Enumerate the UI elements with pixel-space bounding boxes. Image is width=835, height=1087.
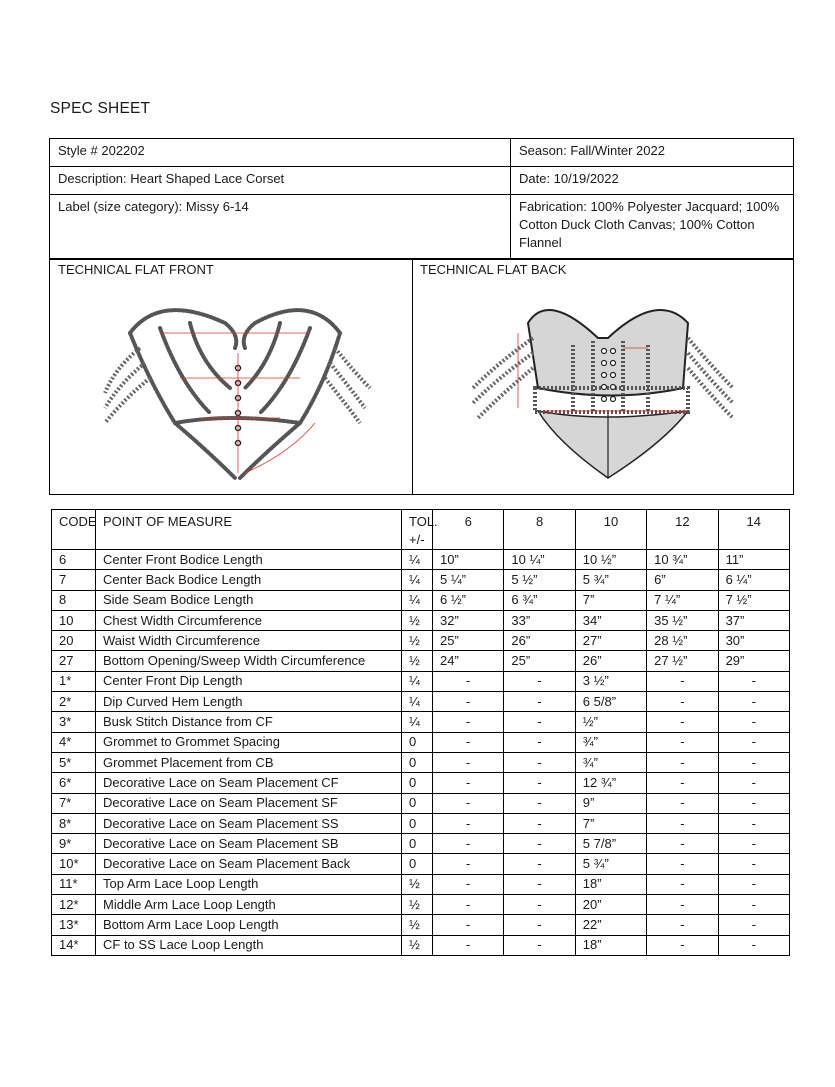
cell-size-6: - [433, 732, 504, 752]
cell-size-12: - [647, 935, 718, 955]
cell-tolerance: ¼ [402, 570, 433, 590]
table-row [52, 692, 790, 712]
cell-size-10: 12 ¾” [575, 773, 646, 793]
cell-size-8: - [504, 915, 575, 935]
cell-point-of-measure: Center Front Bodice Length [96, 550, 402, 570]
cell-size-10: 6 5/8” [575, 692, 646, 712]
cell-size-12: - [647, 773, 718, 793]
cell-size-6: 10” [433, 550, 504, 570]
cell-size-8: - [504, 895, 575, 915]
cell-size-14: - [718, 854, 789, 874]
cell-size-14: - [718, 692, 789, 712]
cell-point-of-measure: Center Front Dip Length [96, 671, 402, 691]
cell-tolerance: ½ [402, 874, 433, 894]
cell-size-12: - [647, 854, 718, 874]
cell-size-12: 10 ¾” [647, 550, 718, 570]
cell-point-of-measure: Decorative Lace on Seam Placement SF [96, 793, 402, 813]
cell-tolerance: ½ [402, 631, 433, 651]
cell-code: 8 [52, 590, 96, 610]
cell-size-8: - [504, 692, 575, 712]
cell-size-6: - [433, 671, 504, 691]
col-header-code: CODE [52, 510, 96, 550]
cell-size-14: 7 ½” [718, 590, 789, 610]
technical-flat-back-drawing [463, 293, 743, 485]
cell-tolerance: 0 [402, 834, 433, 854]
cell-size-8: - [504, 773, 575, 793]
cell-tolerance: ½ [402, 935, 433, 955]
table-row [52, 773, 790, 793]
cell-point-of-measure: Waist Width Circumference [96, 631, 402, 651]
flat-front-label: TECHNICAL FLAT FRONT [58, 262, 214, 277]
table-row [52, 752, 790, 772]
cell-code: 14* [52, 935, 96, 955]
cell-size-6: - [433, 752, 504, 772]
cell-size-8: - [504, 935, 575, 955]
cell-size-6: - [433, 834, 504, 854]
cell-size-8: - [504, 793, 575, 813]
cell-size-6: - [433, 895, 504, 915]
cell-size-14: 29” [718, 651, 789, 671]
cell-size-8: - [504, 712, 575, 732]
size-label: Label (size category): Missy 6-14 [50, 195, 511, 260]
cell-size-12: - [647, 915, 718, 935]
cell-size-14: - [718, 793, 789, 813]
table-row [52, 935, 790, 955]
col-header-size-14: 14 [718, 510, 789, 550]
cell-size-14: - [718, 752, 789, 772]
cell-tolerance: ½ [402, 651, 433, 671]
cell-size-6: 25” [433, 631, 504, 651]
table-row [52, 854, 790, 874]
cell-size-12: 7 ¼” [647, 590, 718, 610]
cell-tolerance: ½ [402, 610, 433, 630]
cell-size-6: - [433, 712, 504, 732]
cell-size-14: - [718, 773, 789, 793]
table-row [52, 834, 790, 854]
cell-size-10: 26” [575, 651, 646, 671]
table-row [52, 915, 790, 935]
technical-flats-section [49, 258, 794, 495]
cell-point-of-measure: Chest Width Circumference [96, 610, 402, 630]
cell-size-10: ½” [575, 712, 646, 732]
cell-size-10: 7” [575, 590, 646, 610]
table-row [52, 610, 790, 630]
table-row [52, 671, 790, 691]
table-row [52, 651, 790, 671]
cell-size-8: 10 ¼” [504, 550, 575, 570]
season: Season: Fall/Winter 2022 [511, 139, 794, 167]
cell-tolerance: 0 [402, 752, 433, 772]
cell-tolerance: 0 [402, 793, 433, 813]
table-row [52, 550, 790, 570]
cell-size-10: 18” [575, 874, 646, 894]
cell-size-8: 26” [504, 631, 575, 651]
cell-point-of-measure: Middle Arm Lace Loop Length [96, 895, 402, 915]
cell-size-8: - [504, 732, 575, 752]
cell-size-10: 22” [575, 915, 646, 935]
cell-size-8: - [504, 752, 575, 772]
cell-tolerance: ¼ [402, 671, 433, 691]
cell-size-6: - [433, 854, 504, 874]
cell-code: 20 [52, 631, 96, 651]
cell-code: 1* [52, 671, 96, 691]
style-number: Style # 202202 [50, 139, 511, 167]
style-info-table [49, 138, 794, 260]
description: Description: Heart Shaped Lace Corset [50, 167, 511, 195]
cell-size-10: 34” [575, 610, 646, 630]
cell-code: 10 [52, 610, 96, 630]
cell-size-10: 10 ½” [575, 550, 646, 570]
cell-size-12: - [647, 895, 718, 915]
technical-flat-front-drawing [100, 293, 380, 485]
cell-tolerance: 0 [402, 732, 433, 752]
cell-size-14: - [718, 813, 789, 833]
cell-size-6: - [433, 915, 504, 935]
col-header-size-8: 8 [504, 510, 575, 550]
cell-size-10: 5 ¾” [575, 854, 646, 874]
cell-code: 6 [52, 550, 96, 570]
table-row [52, 813, 790, 833]
cell-point-of-measure: Grommet Placement from CB [96, 752, 402, 772]
cell-size-10: 5 ¾” [575, 570, 646, 590]
cell-size-12: 28 ½” [647, 631, 718, 651]
cell-tolerance: ¼ [402, 692, 433, 712]
table-row [52, 570, 790, 590]
cell-size-6: 6 ½” [433, 590, 504, 610]
cell-point-of-measure: Grommet to Grommet Spacing [96, 732, 402, 752]
fabrication: Fabrication: 100% Polyester Jacquard; 100% Cotton Duck Cloth Canvas; 100% Cotton Flannel [511, 195, 794, 260]
cell-size-12: - [647, 834, 718, 854]
cell-tolerance: 0 [402, 854, 433, 874]
cell-size-10: 20” [575, 895, 646, 915]
cell-size-14: 37” [718, 610, 789, 630]
measurement-table [51, 509, 790, 956]
cell-point-of-measure: Side Seam Bodice Length [96, 590, 402, 610]
cell-size-6: - [433, 935, 504, 955]
cell-point-of-measure: Decorative Lace on Seam Placement SB [96, 834, 402, 854]
cell-size-6: - [433, 874, 504, 894]
cell-size-6: - [433, 793, 504, 813]
table-row [52, 712, 790, 732]
cell-size-10: 3 ½” [575, 671, 646, 691]
cell-size-14: - [718, 874, 789, 894]
table-row [52, 874, 790, 894]
col-header-size-6: 6 [433, 510, 504, 550]
flats-divider [412, 259, 413, 494]
cell-size-14: 11” [718, 550, 789, 570]
cell-size-8: - [504, 854, 575, 874]
cell-size-14: - [718, 895, 789, 915]
cell-size-8: - [504, 834, 575, 854]
cell-size-8: - [504, 813, 575, 833]
cell-size-14: - [718, 712, 789, 732]
flat-back-label: TECHNICAL FLAT BACK [420, 262, 567, 277]
cell-point-of-measure: Dip Curved Hem Length [96, 692, 402, 712]
cell-size-14: - [718, 935, 789, 955]
cell-size-14: - [718, 732, 789, 752]
cell-size-12: - [647, 732, 718, 752]
cell-size-12: 35 ½” [647, 610, 718, 630]
cell-tolerance: 0 [402, 813, 433, 833]
cell-point-of-measure: Center Back Bodice Length [96, 570, 402, 590]
cell-point-of-measure: Bottom Arm Lace Loop Length [96, 915, 402, 935]
col-header-point-of-measure: POINT OF MEASURE [96, 510, 402, 550]
cell-point-of-measure: Decorative Lace on Seam Placement CF [96, 773, 402, 793]
cell-code: 5* [52, 752, 96, 772]
cell-size-14: 6 ¼” [718, 570, 789, 590]
table-row [52, 895, 790, 915]
table-row [52, 793, 790, 813]
cell-size-6: 5 ¼” [433, 570, 504, 590]
col-header-size-12: 12 [647, 510, 718, 550]
cell-code: 2* [52, 692, 96, 712]
cell-size-8: 5 ½” [504, 570, 575, 590]
cell-code: 27 [52, 651, 96, 671]
cell-size-10: 27” [575, 631, 646, 651]
cell-size-6: - [433, 692, 504, 712]
cell-size-6: 24” [433, 651, 504, 671]
cell-size-14: - [718, 671, 789, 691]
col-header-size-10: 10 [575, 510, 646, 550]
cell-size-6: 32” [433, 610, 504, 630]
cell-code: 10* [52, 854, 96, 874]
table-row [52, 631, 790, 651]
cell-size-12: - [647, 692, 718, 712]
cell-size-8: 6 ¾” [504, 590, 575, 610]
cell-code: 3* [52, 712, 96, 732]
cell-size-6: - [433, 813, 504, 833]
table-row [52, 732, 790, 752]
cell-size-10: ¾” [575, 752, 646, 772]
cell-size-12: 27 ½” [647, 651, 718, 671]
cell-size-8: - [504, 671, 575, 691]
cell-tolerance: 0 [402, 773, 433, 793]
cell-code: 4* [52, 732, 96, 752]
cell-code: 7 [52, 570, 96, 590]
cell-tolerance: ½ [402, 915, 433, 935]
cell-tolerance: ½ [402, 895, 433, 915]
cell-size-12: - [647, 752, 718, 772]
cell-size-12: - [647, 874, 718, 894]
cell-size-8: 33” [504, 610, 575, 630]
col-header-tolerance: TOL. +/- [402, 510, 433, 550]
cell-size-8: - [504, 874, 575, 894]
cell-size-10: 5 7/8” [575, 834, 646, 854]
cell-size-14: - [718, 915, 789, 935]
cell-size-10: 9” [575, 793, 646, 813]
cell-code: 13* [52, 915, 96, 935]
cell-point-of-measure: CF to SS Lace Loop Length [96, 935, 402, 955]
cell-code: 9* [52, 834, 96, 854]
cell-point-of-measure: Bottom Opening/Sweep Width Circumference [96, 651, 402, 671]
cell-size-12: 6” [647, 570, 718, 590]
cell-point-of-measure: Top Arm Lace Loop Length [96, 874, 402, 894]
cell-point-of-measure: Busk Stitch Distance from CF [96, 712, 402, 732]
cell-size-14: - [718, 834, 789, 854]
cell-size-12: - [647, 813, 718, 833]
cell-size-6: - [433, 773, 504, 793]
cell-size-12: - [647, 712, 718, 732]
page-title: SPEC SHEET [50, 100, 151, 117]
cell-tolerance: ¼ [402, 590, 433, 610]
cell-size-10: 18” [575, 935, 646, 955]
date: Date: 10/19/2022 [511, 167, 794, 195]
cell-size-10: 7” [575, 813, 646, 833]
cell-size-10: ¾” [575, 732, 646, 752]
cell-size-8: 25” [504, 651, 575, 671]
cell-size-12: - [647, 793, 718, 813]
cell-tolerance: ¼ [402, 712, 433, 732]
cell-point-of-measure: Decorative Lace on Seam Placement Back [96, 854, 402, 874]
cell-code: 11* [52, 874, 96, 894]
table-row [52, 590, 790, 610]
cell-code: 8* [52, 813, 96, 833]
cell-size-14: 30” [718, 631, 789, 651]
cell-size-12: - [647, 671, 718, 691]
cell-point-of-measure: Decorative Lace on Seam Placement SS [96, 813, 402, 833]
cell-code: 12* [52, 895, 96, 915]
cell-code: 7* [52, 793, 96, 813]
cell-tolerance: ¼ [402, 550, 433, 570]
table-header-row [52, 510, 790, 550]
cell-code: 6* [52, 773, 96, 793]
